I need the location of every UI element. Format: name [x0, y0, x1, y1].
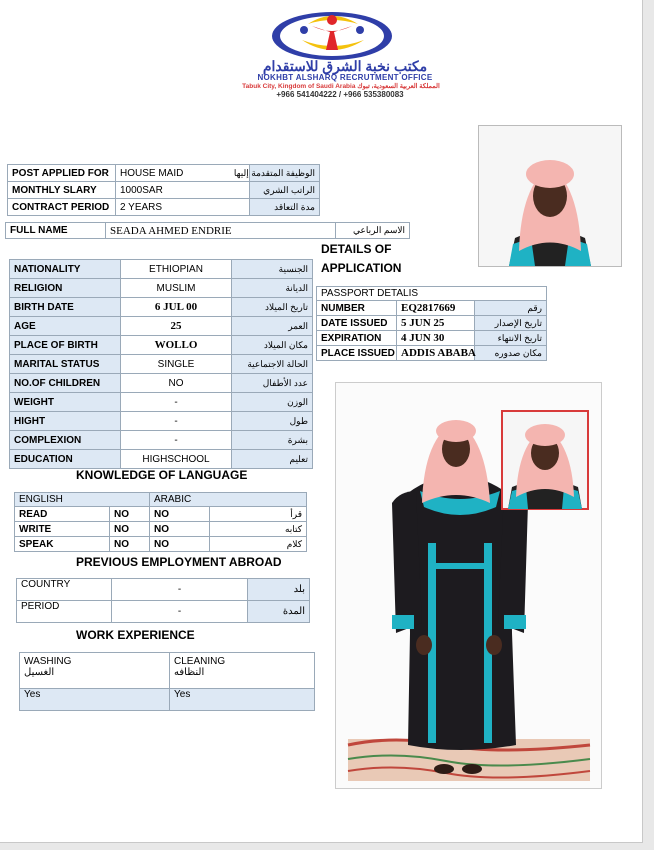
office-address: Tabuk City, Kingdom of Saudi Arabia المملكة العربية السعودية، تبوك: [242, 83, 440, 90]
country-value: -: [112, 579, 248, 601]
language-ar: كلام: [210, 537, 307, 552]
full-name-ar: الاسم الرباعي: [336, 223, 410, 239]
table-row: [15, 507, 307, 522]
personal-value: -: [121, 412, 232, 431]
personal-ar: عدد الأطفال: [232, 374, 313, 393]
period-ar: المدة: [248, 601, 310, 623]
personal-value: ETHIOPIAN: [121, 260, 232, 279]
employment-table: [16, 578, 310, 623]
table-row: [15, 522, 307, 537]
passport-ar: تاريخ الانتهاء: [475, 331, 547, 346]
personal-value: -: [121, 393, 232, 412]
passport-title: PASSPORT DETALIS: [317, 287, 547, 301]
table-row: [10, 260, 313, 279]
personal-label: COMPLEXION: [10, 431, 121, 450]
cleaning-ar: النظافه: [174, 667, 205, 678]
details-title-2: APPLICATION: [321, 261, 402, 275]
passport-value: EQ2817669: [397, 301, 475, 316]
passport-value: 4 JUN 30: [397, 331, 475, 346]
language-english-header: ENGLISH: [15, 493, 150, 507]
personal-ar: بشرة: [232, 431, 313, 450]
passport-label: PLACE ISSUED: [317, 346, 397, 361]
passport-label: NUMBER: [317, 301, 397, 316]
work-title: WORK EXPERIENCE: [76, 628, 195, 642]
full-body-photo: [335, 382, 602, 789]
personal-label: MARITAL STATUS: [10, 355, 121, 374]
table-row: [10, 431, 313, 450]
contract-ar: مدة التعاقد: [250, 199, 320, 216]
contract-label: CONTRACT PERIOD: [8, 199, 116, 216]
table-row: [317, 331, 547, 346]
work-table: [19, 652, 315, 711]
office-arabic-name: مكتب نخبة الشرق للاستقدام: [262, 58, 428, 74]
personal-value: MUSLIM: [121, 279, 232, 298]
personal-label: BIRTH DATE: [10, 298, 121, 317]
passport-table: [316, 286, 547, 361]
personal-value: 6 JUL 00: [121, 298, 232, 317]
table-row: [10, 450, 313, 469]
office-english-name: NOKHBT ALSHARQ RECRUTMENT OFFICE: [257, 73, 433, 82]
salary-value: 1000SAR: [116, 182, 250, 199]
cleaning-value: Yes: [170, 689, 315, 711]
table-row: [10, 336, 313, 355]
office-logo: [268, 6, 396, 62]
full-name-value: SEADA AHMED ENDRIE: [106, 223, 336, 239]
details-title-1: DETAILS OF: [321, 242, 392, 256]
personal-table: [9, 259, 313, 469]
personal-ar: تاريخ الميلاد: [232, 298, 313, 317]
portrait-photo: [478, 125, 622, 267]
table-row: [10, 279, 313, 298]
personal-ar: الوزن: [232, 393, 313, 412]
passport-value: 5 JUN 25: [397, 316, 475, 331]
work-item-washing: [20, 653, 170, 689]
table-row: [10, 298, 313, 317]
language-arabic-value: NO: [150, 507, 210, 522]
post-table: [7, 164, 320, 216]
personal-ar: الجنسية: [232, 260, 313, 279]
table-row: [317, 346, 547, 361]
personal-ar: الديانة: [232, 279, 313, 298]
passport-ar: رقم: [475, 301, 547, 316]
personal-ar: العمر: [232, 317, 313, 336]
post-ar: الوظيفة المتقدمة إليها: [250, 165, 320, 182]
employment-title: PREVIOUS EMPLOYMENT ABROAD: [76, 555, 282, 569]
period-label: PERIOD: [17, 601, 112, 623]
personal-value: 25: [121, 317, 232, 336]
personal-label: EDUCATION: [10, 450, 121, 469]
cleaning-en: CLEANING: [174, 656, 226, 667]
office-phones: +966 541404222 / +966 535380083: [276, 90, 404, 99]
personal-value: WOLLO: [121, 336, 232, 355]
table-row: [8, 165, 320, 182]
personal-ar: مكان الميلاد: [232, 336, 313, 355]
washing-en: WASHING: [24, 656, 72, 667]
personal-ar: تعليم: [232, 450, 313, 469]
table-row: [8, 182, 320, 199]
table-row: [10, 355, 313, 374]
personal-label: PLACE OF BIRTH: [10, 336, 121, 355]
personal-label: NATIONALITY: [10, 260, 121, 279]
language-english-value: NO: [110, 522, 150, 537]
table-row: [15, 537, 307, 552]
post-value: HOUSE MAID: [116, 165, 250, 182]
personal-value: SINGLE: [121, 355, 232, 374]
table-row: [8, 199, 320, 216]
language-arabic-value: NO: [150, 537, 210, 552]
language-arabic-value: NO: [150, 522, 210, 537]
personal-value: HIGHSCHOOL: [121, 450, 232, 469]
table-row: [10, 317, 313, 336]
personal-label: RELIGION: [10, 279, 121, 298]
passport-ar: تاريخ الإصدار: [475, 316, 547, 331]
post-label: POST APPLIED FOR: [8, 165, 116, 182]
table-row: [10, 412, 313, 431]
language-english-value: NO: [110, 537, 150, 552]
work-item-cleaning: [170, 653, 315, 689]
table-row: [10, 393, 313, 412]
language-arabic-header: ARABIC: [150, 493, 307, 507]
personal-label: HIGHT: [10, 412, 121, 431]
personal-value: NO: [121, 374, 232, 393]
full-name-table: [5, 222, 410, 239]
table-row: [317, 316, 547, 331]
language-title: KNOWLEDGE OF LANGUAGE: [76, 468, 248, 482]
language-skill: READ: [15, 507, 110, 522]
personal-ar: طول: [232, 412, 313, 431]
passport-label: DATE ISSUED: [317, 316, 397, 331]
passport-value: ADDIS ABABA: [397, 346, 475, 361]
salary-ar: الراتب الشري: [250, 182, 320, 199]
washing-ar: الغسيل: [24, 667, 55, 678]
full-name-label: FULL NAME: [6, 223, 106, 239]
personal-label: WEIGHT: [10, 393, 121, 412]
salary-label: MONTHLY SLARY: [8, 182, 116, 199]
table-row: [10, 374, 313, 393]
washing-value: Yes: [20, 689, 170, 711]
period-value: -: [112, 601, 248, 623]
passport-label: EXPIRATION: [317, 331, 397, 346]
contract-value: 2 YEARS: [116, 199, 250, 216]
language-english-value: NO: [110, 507, 150, 522]
personal-ar: الحالة الاجتماعية: [232, 355, 313, 374]
personal-label: NO.OF CHILDREN: [10, 374, 121, 393]
language-ar: قرأ: [210, 507, 307, 522]
language-skill: WRITE: [15, 522, 110, 537]
passport-ar: مكان صدوره: [475, 346, 547, 361]
table-row: [317, 301, 547, 316]
language-table: [14, 492, 307, 552]
personal-label: AGE: [10, 317, 121, 336]
country-ar: بلد: [248, 579, 310, 601]
country-label: COUNTRY: [17, 579, 112, 601]
language-ar: كتابه: [210, 522, 307, 537]
personal-value: -: [121, 431, 232, 450]
language-skill: SPEAK: [15, 537, 110, 552]
